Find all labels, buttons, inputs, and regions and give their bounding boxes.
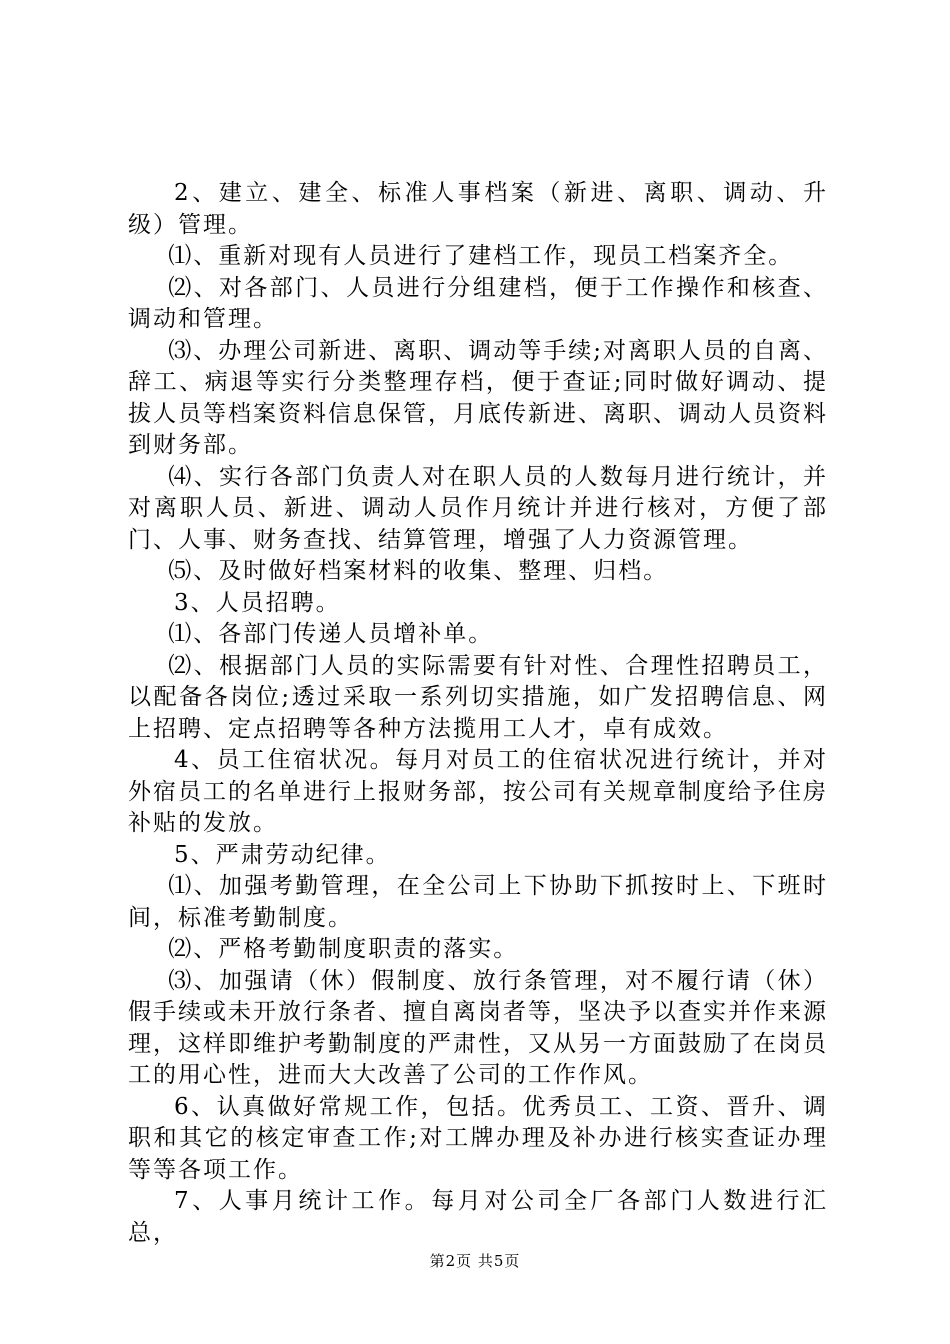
- paragraph-5-3: ⑶、加强请（休）假制度、放行条管理，对不履行请（休）假手续或未开放行条者、擅自离岗者等，坚决予以查实并作来源理，这样即维护考勤制度的严肃性，又从另一方面鼓励了在岗员工的用心性，进而大大改善了公司的工作作风。: [128, 967, 828, 1088]
- paragraph-section-6: 6、认真做好常规工作，包括。优秀员工、工资、晋升、调职和其它的核定审查工作;对工牌办理及补办进行核实查证办理等等各项工作。: [128, 1093, 828, 1183]
- paragraph-section-4: 4、员工住宿状况。每月对员工的住宿状况进行统计，并对外宿员工的名单进行上报财务部，按公司有关规章制度给予住房补贴的发放。: [128, 747, 828, 836]
- paragraph-2-2: ⑵、对各部门、人员进行分组建档，便于工作操作和核查、调动和管理。: [128, 274, 828, 332]
- paragraph-5-2: ⑵、严格考勤制度职责的落实。: [168, 936, 519, 962]
- paragraph-5-1: ⑴、加强考勤管理，在全公司上下协助下抓按时上、下班时间，标准考勤制度。: [128, 873, 828, 931]
- paragraph-2-3: ⑶、办理公司新进、离职、调动等手续;对离职人员的自离、辞工、病退等实行分类整理存档，便于查证;同时做好调动、提拔人员等档案资料信息保管，月底传新进、离职、调动人员资料到财务部。: [128, 337, 828, 458]
- paragraph-3-2: ⑵、根据部门人员的实际需要有针对性、合理性招聘员工，以配备各岗位;透过采取一系列切实措施，如广发招聘信息、网上招聘、定点招聘等各种方法揽用工人才，卓有成效。: [128, 652, 828, 742]
- document-body: [128, 178, 828, 1249]
- paragraph-2-5: ⑸、及时做好档案材料的收集、整理、归档。: [168, 558, 669, 584]
- paragraph-section-5: 5、严肃劳动纪律。: [174, 841, 391, 868]
- page-footer: 第2页 共5页: [429, 1252, 521, 1270]
- paragraph-section-2: 2、建立、建全、标准人事档案（新进、离职、调动、升级）管理。: [128, 180, 828, 238]
- paragraph-3-1: ⑴、各部门传递人员增补单。: [168, 621, 494, 647]
- paragraph-section-7: 7、人事月统计工作。每月对公司全厂各部门人数进行汇总，: [128, 1188, 828, 1246]
- paragraph-2-1: ⑴、重新对现有人员进行了建档工作，现员工档案齐全。: [168, 243, 794, 269]
- paragraph-2-4: ⑷、实行各部门负责人对在职人员的人数每月进行统计，并对离职人员、新进、调动人员作月统计并进行核对，方便了部门、人事、财务查找、结算管理，增强了人力资源管理。: [128, 463, 828, 553]
- paragraph-section-3: 3、人员招聘。: [174, 589, 341, 616]
